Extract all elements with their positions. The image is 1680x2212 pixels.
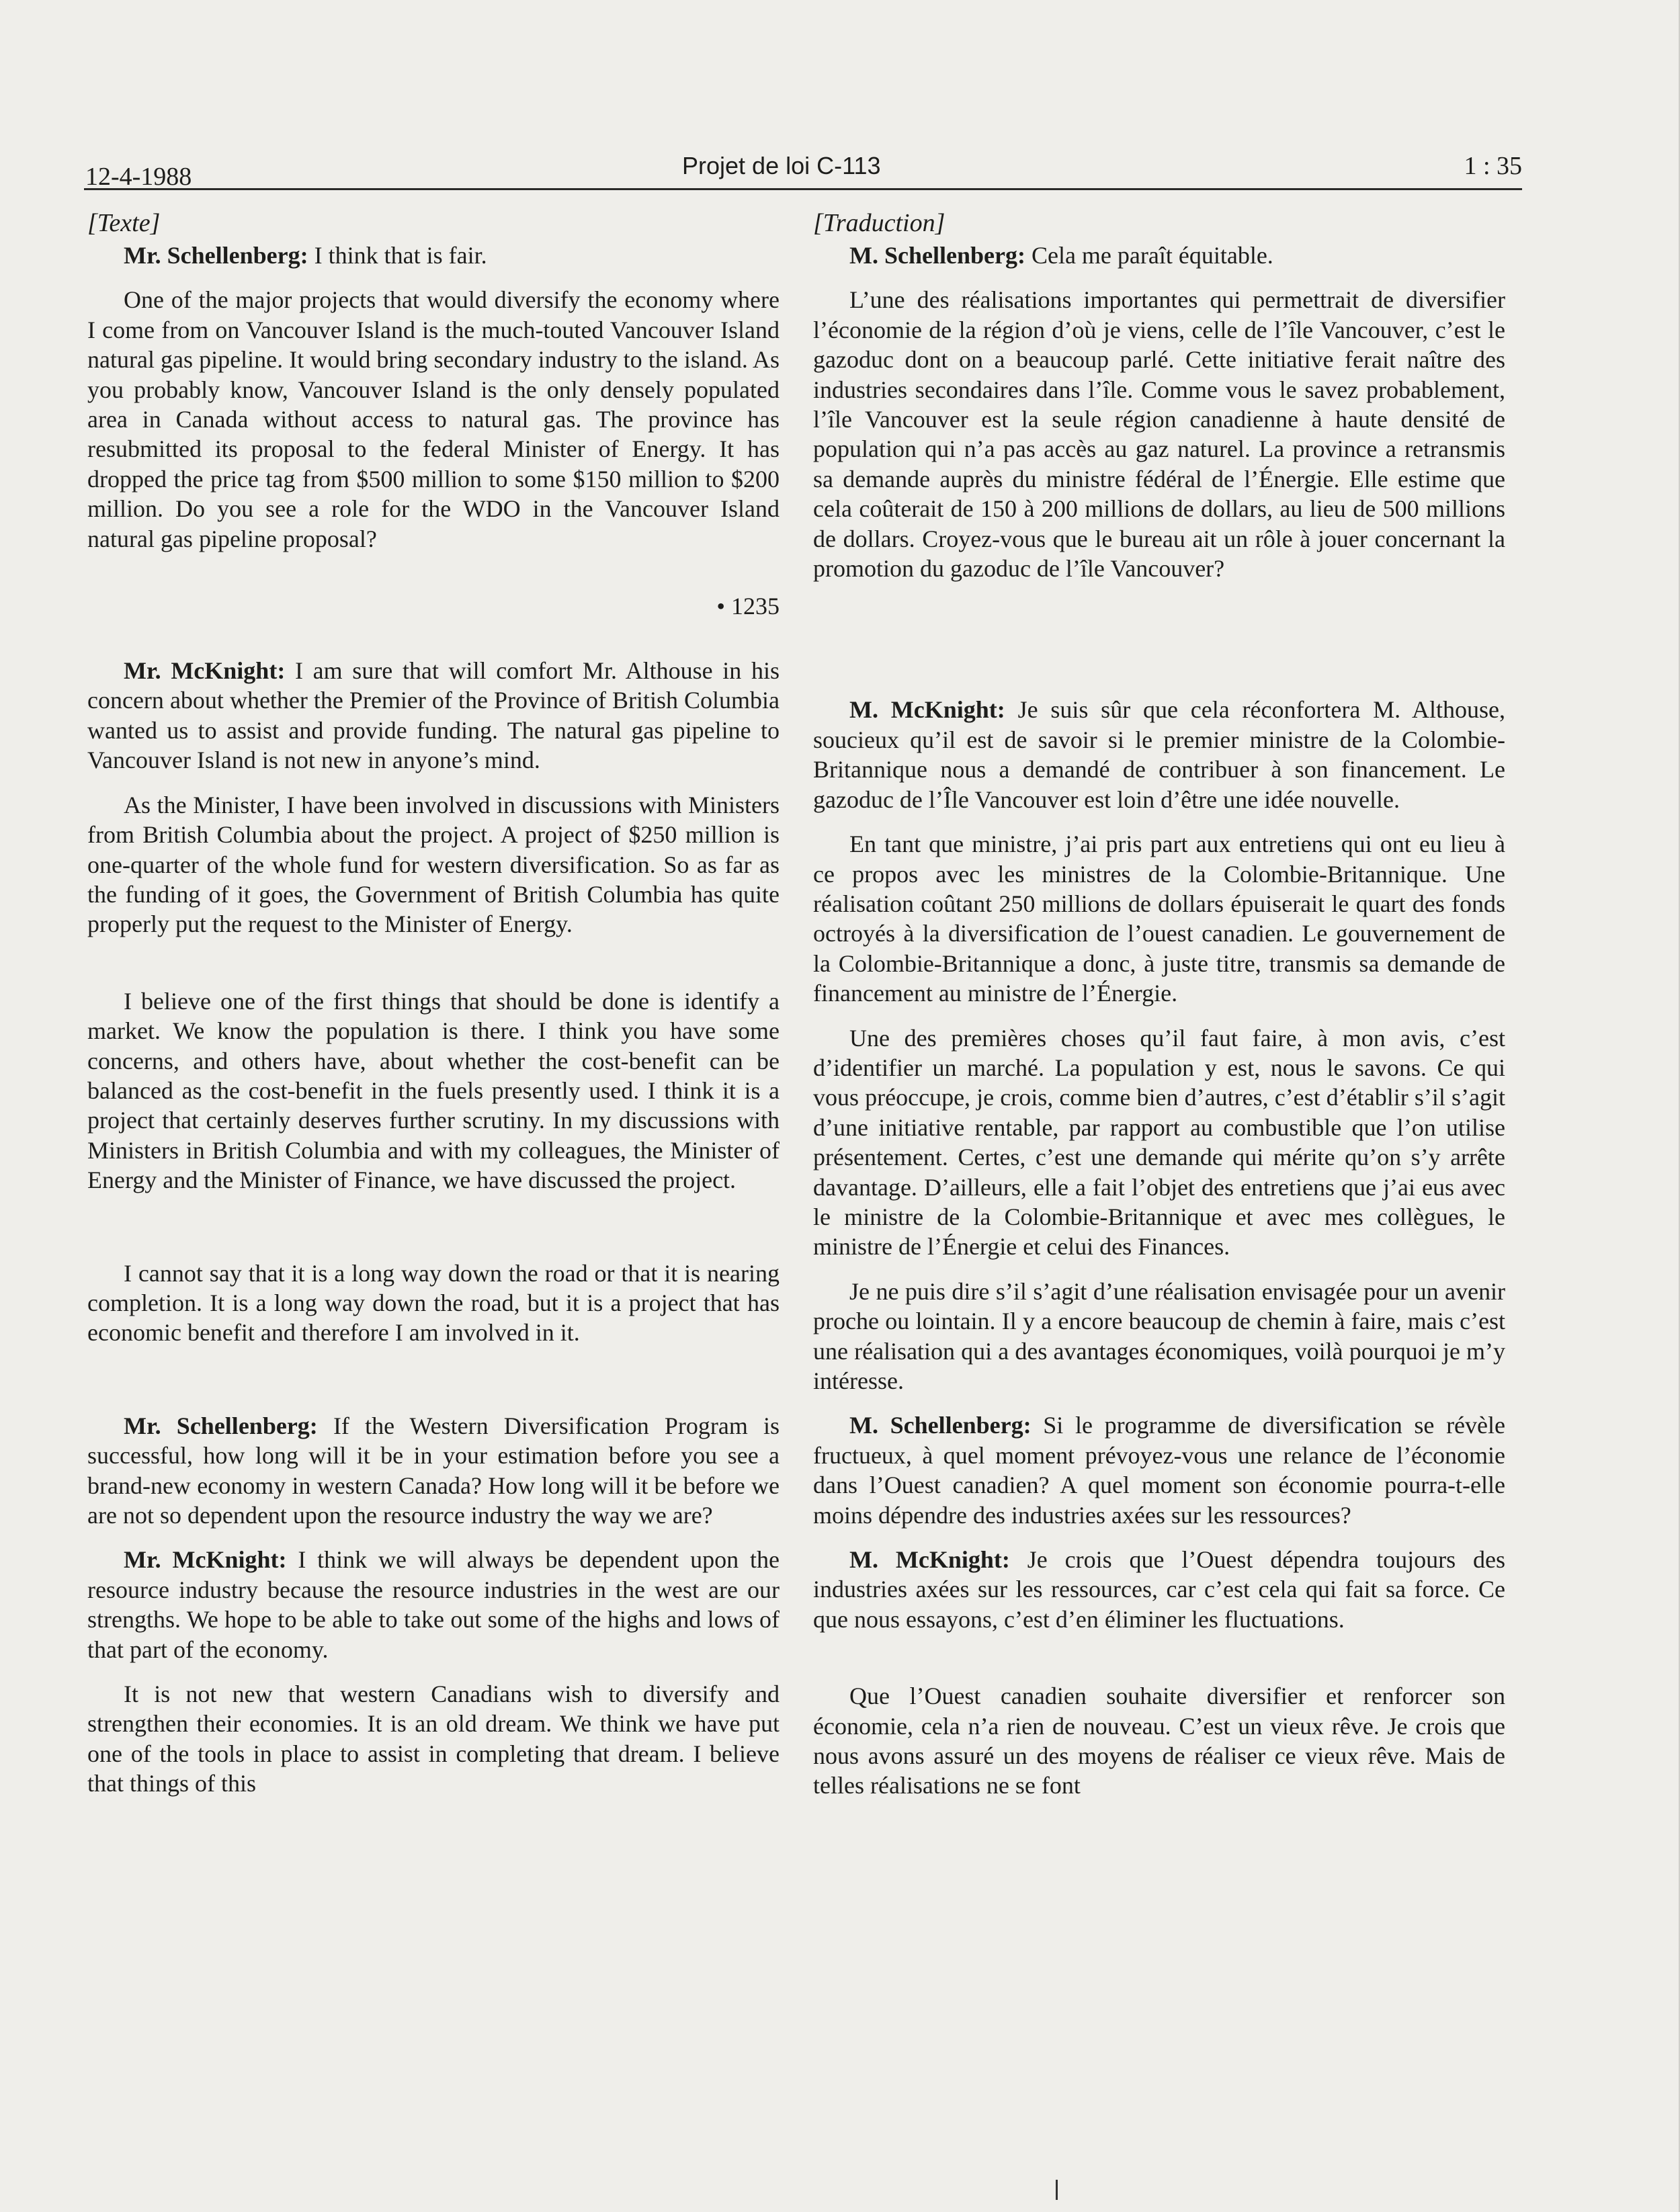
paragraph [813,1410,1505,1530]
paragraph [87,656,780,775]
paragraph [87,1259,780,1348]
paragraph [813,1545,1505,1634]
paragraph-text: It is not new that western Canadians wish to diversify and strengthen their economies. It is an old dream. We think we have put one of the tools in place to assist in completing that dream. I believe that things of this [87,1681,780,1797]
paragraph-text: I am sure that will comfort Mr. Althouse in his concern about whether the Premier of the Province of British Columbia wanted us to assist and provide funding. The natural gas pipeline to Vancouver Island is not new in anyone’s mind. [87,657,780,774]
paragraph-text: En tant que ministre, j’ai pris part aux entretiens qui ont eu lieu à ce propos avec les ministres de la Colombie-Britannique. Une réalisation coûtant 250 millions de dollars épuiserait le quart des fonds octroyés à la diversification de l’ouest canadien. Le gouvernement de la Colombie-Britannique a donc, à juste titre, transmis sa demande de financement au ministre de l’Énergie. [813,831,1505,1007]
paragraph [813,241,1505,270]
paragraph [87,1679,780,1799]
paragraph-text: Une des premières choses qu’il faut faire, à mon avis, c’est d’identifier un marché. La population y est, nous le savons. Ce qui vous préoccupe, je crois, comme bien d’autres, c’est d’établir s’il s’agit d’une initiative rentable, par rapport au combustible que l’on utilise présentement. Certes, c’est une demande qui mérite qu’on s’y arrête davantage. D’ailleurs, elle a fait l’objet des entretiens que j’ai eus avec le ministre de la Colombie-Britannique et avec mes collègues, le ministre de l’Énergie et celui des Finances. [813,1024,1505,1261]
paragraph [87,241,780,270]
speaker-name: Mr. McKnight: [124,1546,287,1574]
header-date: 12-4-1988 [85,163,192,191]
paragraph [813,1681,1505,1801]
paragraph-text: L’une des réalisations importantes qui permettrait de diversifier l’économie de la région d’où je viens, celle de l’île Vancouver, c’est le gazoduc dont on a beaucoup parlé. Cette initiative ferait naître des industries secondaires dans l’île. Comme vous le savez probablement, l’île Vancouver est la seule région canadienne à haute densité de population qui n’a pas accès au gaz naturel. La province a retransmis sa demande auprès du ministre fédéral de l’Énergie. Elle estime que cela coûterait de 150 à 200 millions de dollars, au lieu de 500 millions de dollars. Croyez-vous que le bureau ait un rôle à jouer concernant la promotion du gazoduc de l’île Vancouver? [813,286,1505,583]
paragraph [87,790,780,939]
speaker-name: M. McKnight: [849,696,1005,724]
paragraph [87,1545,780,1664]
paragraph-text: Je suis sûr que cela réconfortera M. Althouse, soucieux qu’il est de savoir si le premier ministre de la Colombie-Britannique nous a demandé de contribuer à son financement. Le gazoduc de l’Île Vancouver est loin d’être une idée nouvelle. [813,696,1505,813]
paragraph-text: As the Minister, I have been involved in discussions with Ministers from British Columbia about the project. A project of $250 million is one-quarter of the whole fund for western diversification. So as far as the funding of it goes, the Government of British Columbia has quite properly put the request to the Minister of Energy. [87,791,780,938]
paragraph-text: One of the major projects that would diversify the economy where I come from on Vancouver Island is the much-touted Vancouver Island natural gas pipeline. It would bring secondary industry to the island. As you probably know, Vancouver Island is the only densely populated area in Canada without access to natural gas. The province has resubmitted its proposal to the federal Minister of Energy. It has dropped the price tag from $500 million to some $150 million to $200 million. Do you see a role for the WDO in the Vancouver Island natural gas pipeline proposal? [87,286,780,552]
english-column [87,208,780,1814]
paragraph-text: I think we will always be dependent upon the resource industry because the resource industries in the west are our strengths. We hope to be able to take out some of the highs and lows of that part of the economy. [87,1546,780,1663]
paragraph-text: Si le programme de diversification se révèle fructueux, à quel moment prévoyez-vous une relance de l’économie dans l’Ouest canadien? A quel moment son économie pourra-t-elle moins dépendre des industries axées sur les ressources? [813,1412,1505,1529]
speaker-name: M. Schellenberg: [849,1412,1032,1439]
paragraph [813,1277,1505,1396]
paragraph [813,1023,1505,1262]
paragraph-text: If the Western Diversification Program is successful, how long will it be in your estimation before you see a brand-new economy in western Canada? How long will it be before we are not so dependent upon the resource industry the way we are? [87,1412,780,1529]
header-page-number: 1 : 35 [1464,152,1522,180]
paragraph [813,285,1505,583]
footer-mark [1056,2180,1058,2200]
paragraph-text: Que l’Ouest canadien souhaite diversifier et renforcer son économie, cela n’a rien de nouveau. C’est un vieux rêve. Je crois que nous avons assuré un des moyens de réaliser ce vieux rêve. Mais de telles réalisations ne se font [813,1683,1505,1799]
paragraph-text: I believe one of the first things that should be done is identify a market. We know the population is there. I think you have some concerns, and others have, about whether the cost-benefit can be balanced as the cost-benefit in the fuels presently used. I think it is a project that certainly deserves further scrutiny. In my discussions with Ministers in British Columbia and with my colleagues, the Minister of Energy and the Minister of Finance, we have discussed the project. [87,987,780,1194]
paragraph-text: I think that is fair. [308,242,487,269]
paragraph [87,1411,780,1531]
paragraph-text: Je ne puis dire s’il s’agit d’une réalisation envisagée pour un avenir proche ou lointain. Il y a encore beaucoup de chemin à faire, mais c’est une réalisation qui a des avantages économiques, voilà pourquoi je m’y intéresse. [813,1277,1505,1394]
french-column [813,208,1505,1816]
speaker-name: Mr. Schellenberg: [124,242,308,269]
speaker-name: Mr. McKnight: [124,657,286,685]
paragraph [87,986,780,1195]
paragraph-text: I cannot say that it is a long way down the road or that it is nearing completion. It is a long way down the road, but it is a project that has economic benefit and therefore I am involved in it. [87,1259,780,1347]
page-header [84,146,1522,190]
paragraph [87,285,780,554]
timestamp: • 1235 [716,593,780,620]
speaker-name: M. McKnight: [849,1546,1010,1574]
texte-tag: [Texte] [87,209,161,237]
header-title: Projet de loi C-113 [682,152,881,179]
paragraph [813,695,1505,814]
paragraph [813,829,1505,1008]
paragraph-text: Je crois que l’Ouest dépendra toujours des industries axées sur les ressources, car c’est cela qui fait sa force. Ce que nous essayons, c’est d’en éliminer les fluctuations. [813,1546,1505,1633]
paragraph-text: Cela me paraît équitable. [1025,242,1273,269]
traduction-tag: [Traduction] [813,209,946,237]
speaker-name: M. Schellenberg: [849,242,1025,269]
speaker-name: Mr. Schellenberg: [124,1412,318,1439]
